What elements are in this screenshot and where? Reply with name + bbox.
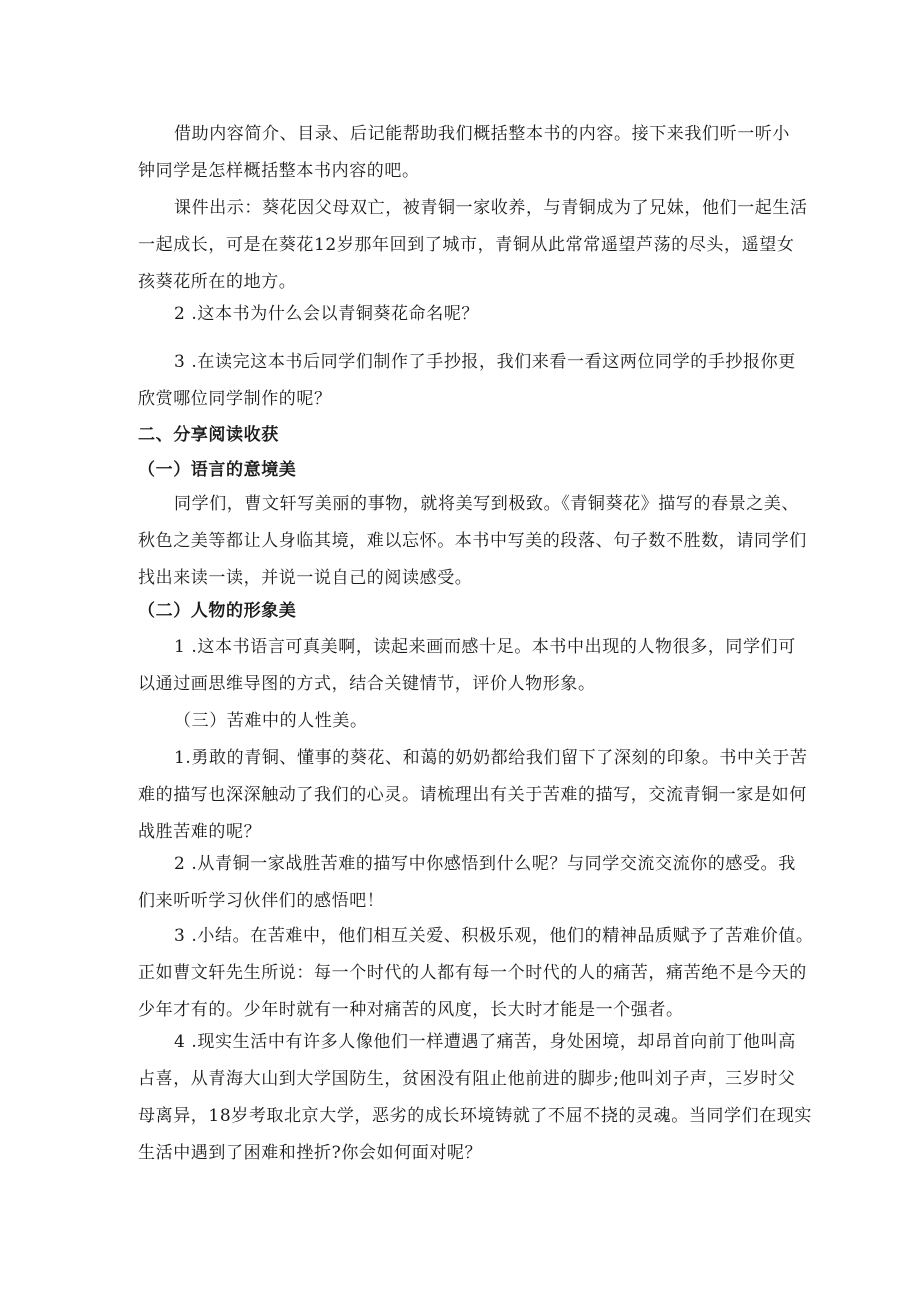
text-line: 秋色之美等都让人身临其境，难以忘怀。本书中写美的段落、句子数不胜数，请同学们 [138,531,807,551]
paragraph-reality-4 [138,1024,813,1172]
text-line: 占喜，从青海大山到大学国防生，贫困没有阻止他前进的脚步;他叫刘子声，三岁时父 [138,1069,796,1089]
text-line: 难的描写也深深触动了我们的心灵。请梳理出有关于苦难的描写，交流青铜一家是如何 [138,785,807,805]
paragraph-character-1 [138,629,798,703]
subsection-heading-language: （一）语言的意境美 [138,460,297,480]
text-line: 1.勇敢的青铜、懂事的葵花、和蔼的奶奶都给我们留下了深刻的印象。书中关于苦 [174,748,808,768]
text-line: 母离异，18岁考取北京大学，恶劣的成长环境铸就了不屈不挠的灵魂。当同学们在现实 [138,1106,813,1126]
text-line: 生活中遇到了困难和挫折?你会如何面对呢？ [138,1143,483,1163]
paragraph-question-2 [138,296,798,333]
text-line: 少年才有的。少年时就有一种对痛苦的风度，长大时才能是一个强者。 [138,1000,684,1020]
paragraph-question-3 [138,344,798,418]
text-line: 课件出示：葵花因父母双亡，被青铜一家收养，与青铜成为了兄妹，他们一起生活 [174,198,808,218]
text-line: 3 .在读完这本书后同学们制作了手抄报，我们来看一看这两位同学的手抄报你更 [174,352,796,372]
text-line: 借助内容简介、目录、后记能帮助我们概括整本书的内容。接下来我们听一听小 [174,124,790,144]
text-line: 正如曹文轩先生所说：每一个时代的人都有每一个时代的人的痛苦，痛苦绝不是今天的 [138,963,807,983]
paragraph-suffering-heading [138,703,798,740]
text-line: 同学们，曹文轩写美丽的事物，就将美写到极致。《青铜葵花》描写的春景之美、 [174,494,800,514]
text-line: 以通过画思维导图的方式，结合关键情节，评价人物形象。 [138,674,596,694]
text-line: 孩葵花所在的地方。 [138,272,297,292]
text-line: 3 .小结。在苦难中，他们相互关爱、积极乐观，他们的精神品质赋予了苦难价值。 [174,926,814,946]
paragraph-suffering-1 [138,740,808,851]
text-line: 1 .这本书语言可真美啊，读起来画而感十足。本书中出现的人物很多，同学们可 [174,637,796,657]
text-line: 找出来读一读，并说一说自己的阅读感受。 [138,568,473,588]
paragraph-summary-3 [138,918,814,1029]
text-line: 欣赏哪位同学制作的呢？ [138,389,332,409]
paragraph-summary-intro [138,116,798,190]
paragraph-language-beauty [138,486,807,597]
text-line: 2 .从青铜一家战胜苦难的描写中你感悟到什么呢？与同学交流交流你的感受。我 [174,854,796,874]
text-line: 2 .这本书为什么会以青铜葵花命名呢？ [174,304,480,324]
paragraph-courseware [138,190,808,301]
subsection-heading-character: （二）人物的形象美 [138,601,297,621]
text-line: 战胜苦难的呢？ [138,822,262,842]
paragraph-suffering-2 [138,846,798,920]
text-line: （三）苦难中的人性美。 [174,711,368,731]
section-heading-share: 二、分享阅读收获 [138,425,279,445]
text-line: 4 .现实生活中有许多人像他们一样遭遇了痛苦，身处困境，却昂首向前丁他叫高 [174,1032,796,1052]
text-line: 一起成长，可是在葵花12岁那年回到了城市，青铜从此常常遥望芦荡的尽头，遥望女 [138,235,795,255]
text-line: 们来听听学习伙伴们的感悟吧！ [138,891,385,911]
text-line: 钟同学是怎样概括整本书内容的吧。 [138,161,420,181]
